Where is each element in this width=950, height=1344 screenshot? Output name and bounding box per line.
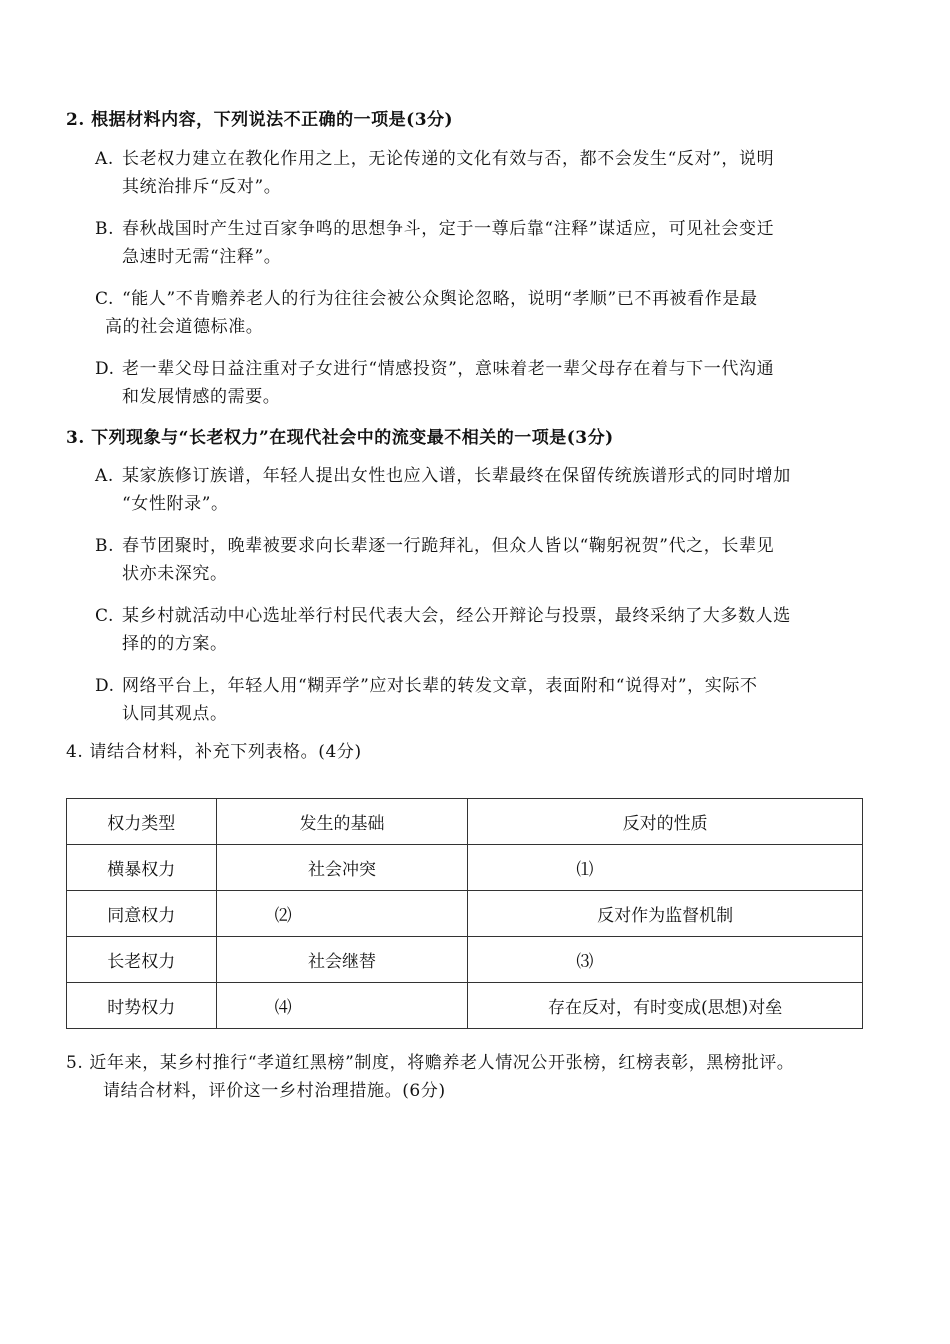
blank-cell-2: ⑵ [216, 891, 468, 937]
option-letter: C. [95, 606, 115, 626]
q2-option-a [95, 145, 863, 201]
q2-option-c [95, 285, 863, 341]
question-2-title: 2. 根据材料内容，下列说法不正确的一项是(3分) [66, 110, 454, 130]
option-text-line2: 择的的方案。 [122, 634, 228, 654]
option-letter: D. [95, 676, 115, 696]
option-text-line2: 高的社会道德标准。 [105, 317, 264, 337]
option-text-line1: 某乡村就活动中心选址举行村民代表大会，经公开辩论与投票，最终采纳了大多数人选 [122, 606, 791, 626]
option-letter: B. [95, 536, 115, 556]
blank-cell-4: ⑷ [216, 983, 468, 1029]
table-row [67, 845, 863, 891]
table-row [67, 983, 863, 1029]
question-5 [66, 1049, 866, 1105]
question-4-title: 4. 请结合材料，补充下列表格。(4分) [66, 742, 362, 762]
option-text-line1: 春节团聚时，晚辈被要求向长辈逐一行跪拜礼，但众人皆以“鞠躬祝贺”代之，长辈见 [122, 536, 775, 556]
q3-option-b [95, 532, 863, 588]
table-cell: 同意权力 [67, 891, 217, 937]
q3-option-d [95, 672, 863, 728]
table-header-cell: 权力类型 [67, 799, 217, 845]
table-cell: 时势权力 [67, 983, 217, 1029]
option-text-line2: 急速时无需“注释”。 [122, 247, 282, 267]
option-text-line2: 认同其观点。 [122, 704, 228, 724]
option-text-line2: 其统治排斥“反对”。 [122, 177, 282, 197]
blank-cell-1: ⑴ [468, 845, 863, 891]
option-letter: D. [95, 359, 115, 379]
table-row [67, 891, 863, 937]
option-letter: C. [95, 289, 115, 309]
table-header-row [67, 799, 863, 845]
q3-option-a [95, 462, 863, 518]
option-text-line1: “能人”不肯赡养老人的行为往往会被公众舆论忽略，说明“孝顺”已不再被看作是最 [122, 289, 758, 309]
power-types-table [66, 798, 863, 1029]
q3-option-c [95, 602, 863, 658]
option-letter: B. [95, 219, 115, 239]
question-3-title: 3. 下列现象与“长老权力”在现代社会中的流变最不相关的一项是(3分) [66, 428, 614, 448]
table-row [67, 937, 863, 983]
blank-cell-3: ⑶ [468, 937, 863, 983]
option-text-line1: 老一辈父母日益注重对子女进行“情感投资”，意味着老一辈父母存在着与下一代沟通 [122, 359, 775, 379]
option-text-line1: 某家族修订族谱，年轻人提出女性也应入谱，长辈最终在保留传统族谱形式的同时增加 [122, 466, 791, 486]
table-cell: 反对作为监督机制 [468, 891, 863, 937]
option-text-line1: 长老权力建立在教化作用之上，无论传递的文化有效与否，都不会发生“反对”，说明 [122, 149, 775, 169]
q2-option-b [95, 215, 863, 271]
option-text-line2: 状亦未深究。 [122, 564, 228, 584]
option-letter: A. [95, 149, 114, 169]
table-cell: 长老权力 [67, 937, 217, 983]
table-header-cell: 发生的基础 [216, 799, 468, 845]
question-5-line1: 5. 近年来，某乡村推行“孝道红黑榜”制度，将赡养老人情况公开张榜，红榜表彰，黑榜批评。 [66, 1053, 795, 1073]
table-cell: 存在反对，有时变成(思想)对垒 [468, 983, 863, 1029]
option-text-line2: 和发展情感的需要。 [122, 387, 281, 407]
option-text-line1: 春秋战国时产生过百家争鸣的思想争斗，定于一尊后靠“注释”谋适应，可见社会变迁 [122, 219, 775, 239]
option-letter: A. [95, 466, 114, 486]
table-cell: 社会继替 [216, 937, 468, 983]
question-5-line2: 请结合材料，评价这一乡村治理措施。(6分) [103, 1081, 446, 1101]
option-text-line1: 网络平台上，年轻人用“糊弄学”应对长辈的转发文章，表面附和“说得对”，实际不 [122, 676, 758, 696]
table-cell: 社会冲突 [216, 845, 468, 891]
table-cell: 横暴权力 [67, 845, 217, 891]
q2-option-d [95, 355, 863, 411]
table-header-cell: 反对的性质 [468, 799, 863, 845]
option-text-line2: “女性附录”。 [122, 494, 229, 514]
